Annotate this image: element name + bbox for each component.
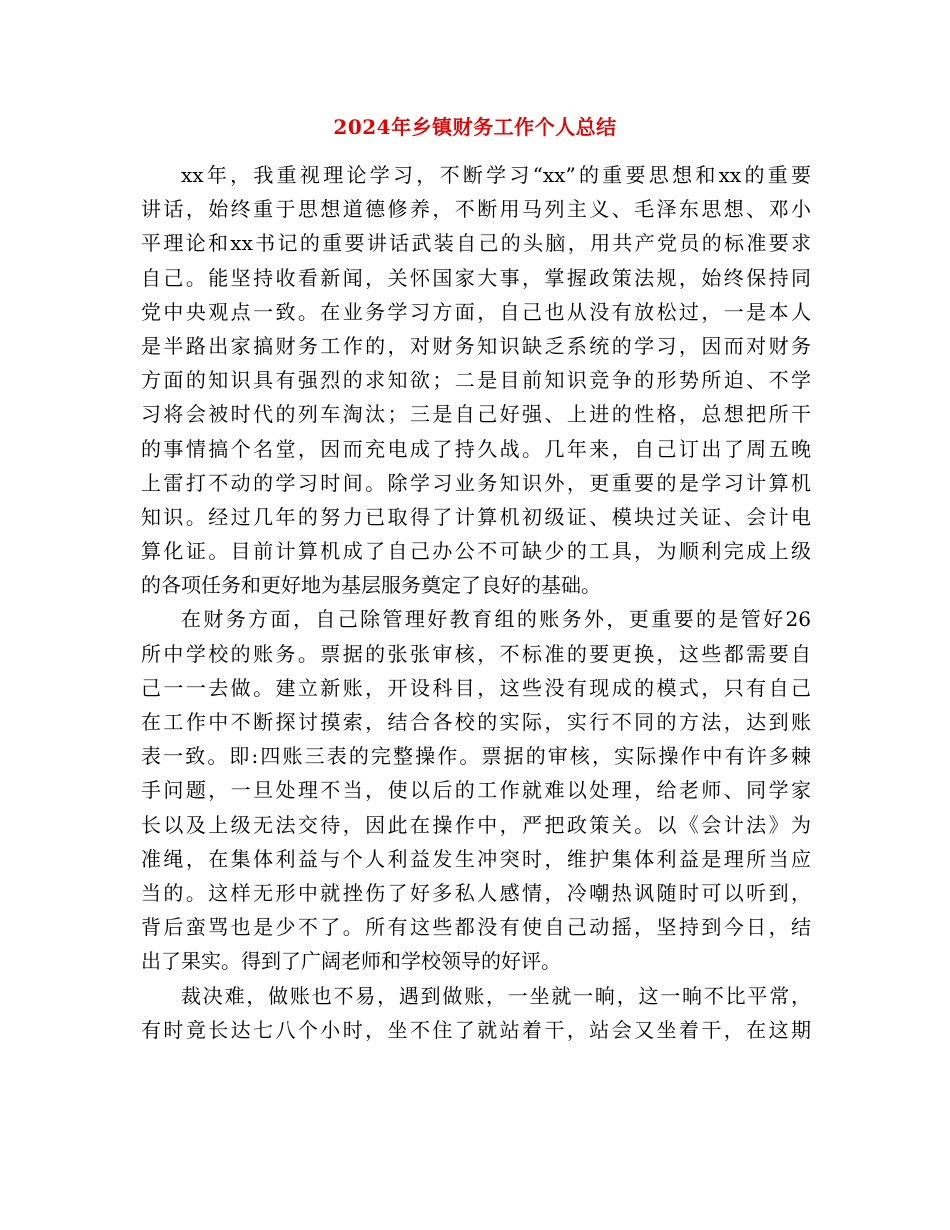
text-line: 背后蛮骂也是少不了。所有这些都没有使自己动摇，坚持到今日，结 xyxy=(141,915,811,940)
text-line: 表一致。即:四账三表的完整操作。票据的审核，实际操作中有许多棘 xyxy=(141,744,811,769)
text-line: 的事情搞个名堂，因而充电成了持久战。几年来，自己订出了周五晚 xyxy=(141,436,811,461)
text-line: 在工作中不断探讨摸索，结合各校的实际，实行不同的方法，达到账 xyxy=(141,710,811,734)
text-line: 长以及上级无法交待，因此在操作中，严把政策关。以《会计法》为 xyxy=(141,812,811,837)
text-line: 上雷打不动的学习时间。除学习业务知识外，更重要的是学习计算机 xyxy=(141,470,811,495)
text-line: xx年，我重视理论学习，不断学习“xx”的重要思想和xx的重要 xyxy=(181,163,811,187)
text-line: 出了果实。得到了广阔老师和学校领导的好评。 xyxy=(141,949,561,974)
text-line: 是半路出家搞财务工作的，对财务知识缺乏系统的学习，因而对财务 xyxy=(141,333,811,358)
text-line: 准绳，在集体利益与个人利益发生冲突时，维护集体利益是理所当应 xyxy=(141,846,811,871)
text-line: 平理论和xx书记的重要讲话武装自己的头脑，用共产党员的标准要求 xyxy=(141,231,811,256)
text-line: 有时竟长达七八个小时，坐不住了就站着干，站会又坐着干，在这期 xyxy=(141,1017,811,1042)
text-line: 方面的知识具有强烈的求知欲；二是目前知识竞争的形势所迫、不学 xyxy=(141,368,811,393)
text-line: 手问题，一旦处理不当，使以后的工作就难以处理，给老师、同学家 xyxy=(141,778,811,803)
text-line: 知识。经过几年的努力已取得了计算机初级证、模块过关证、会计电 xyxy=(141,504,811,529)
text-line: 己一一去做。建立新账，开设科目，这些没有现成的模式，只有自己 xyxy=(141,675,811,700)
text-line: 所中学校的账务。票据的张张审核，不标准的要更换，这些都需要自 xyxy=(141,641,811,666)
text-line: 在财务方面，自己除管理好教育组的账务外，更重要的是管好26 xyxy=(181,607,811,632)
document-body xyxy=(141,158,811,1047)
document-title: 2024年乡镇财务工作个人总结 xyxy=(333,115,617,139)
text-line: 自己。能坚持收看新闻，关怀国家大事，掌握政策法规，始终保持同 xyxy=(141,265,811,290)
text-line: 裁决难，做账也不易，遇到做账，一坐就一晌，这一晌不比平常， xyxy=(181,983,811,1008)
text-line: 当的。这样无形中就挫伤了好多私人感情，冷嘲热讽随时可以听到， xyxy=(141,880,811,905)
text-line: 讲话，始终重于思想道德修养，不断用马列主义、毛泽东思想、邓小 xyxy=(141,197,811,222)
text-line: 的各项任务和更好地为基层服务奠定了良好的基础。 xyxy=(141,573,601,598)
text-line: 习将会被时代的列车淘汰；三是自己好强、上进的性格，总想把所干 xyxy=(141,402,811,427)
text-line: 党中央观点一致。在业务学习方面，自己也从没有放松过，一是本人 xyxy=(141,299,811,324)
text-line: 算化证。目前计算机成了自己办公不可缺少的工具，为顺利完成上级 xyxy=(141,539,811,564)
